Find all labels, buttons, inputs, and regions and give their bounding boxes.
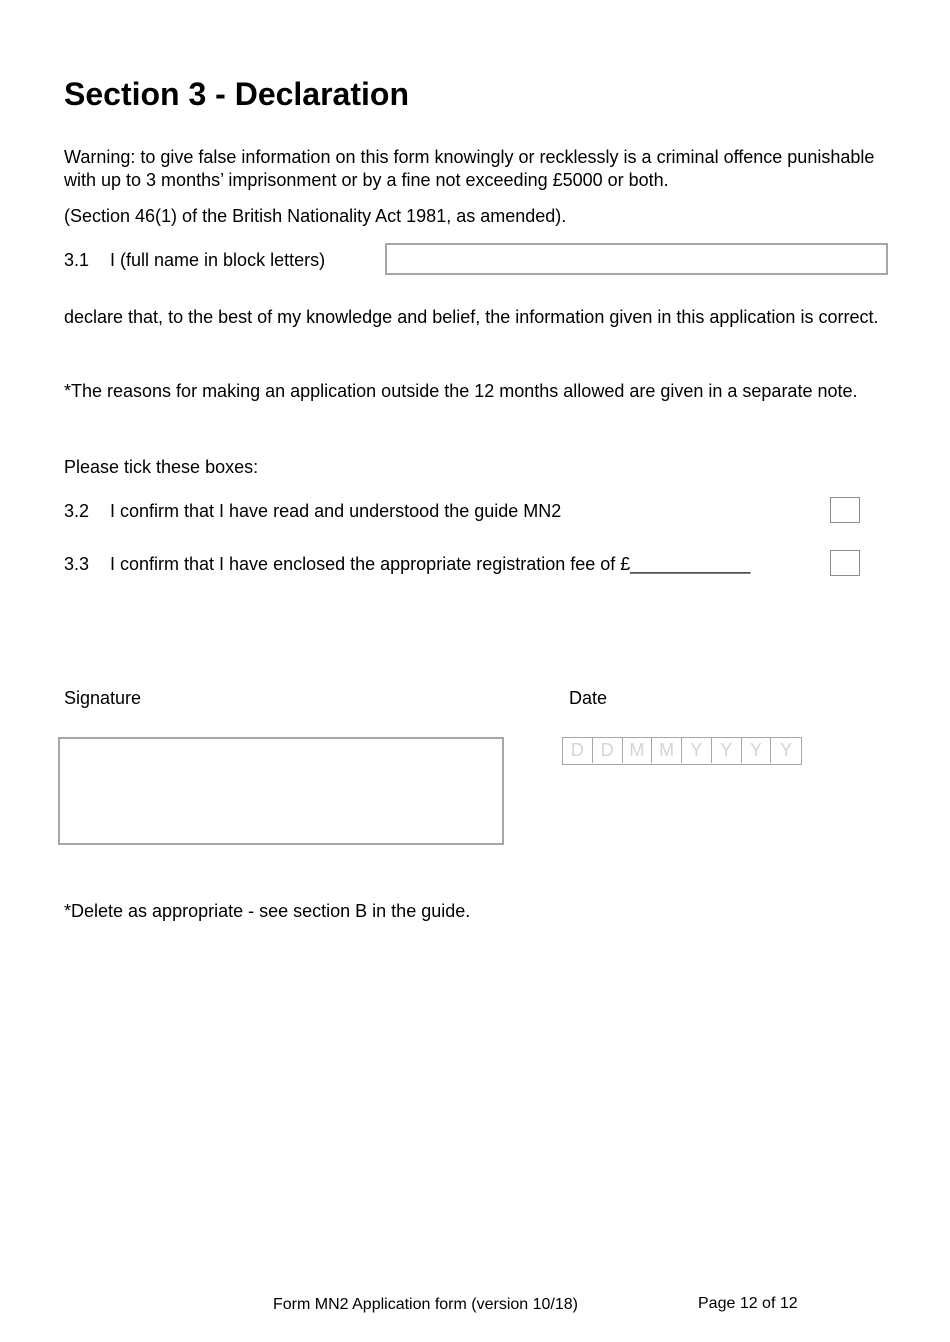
date-label: Date <box>569 688 608 708</box>
full-name-label: I (full name in block letters) <box>110 250 326 270</box>
delete-note: *Delete as appropriate - see section B in the guide. <box>64 901 471 921</box>
date-year-cell[interactable]: Y <box>780 740 793 760</box>
declaration-text: declare that, to the best of my knowledge and belief, the information given in this application is correct. <box>64 307 879 327</box>
confirmation-text: I confirm that I have enclosed the appropriate registration fee of £____________ <box>110 554 751 574</box>
fee-enclosed-checkbox[interactable] <box>830 550 860 576</box>
confirmation-row-read-guide <box>64 500 561 523</box>
date-year-cell[interactable]: Y <box>742 738 772 763</box>
date-month-cell[interactable]: M <box>623 738 653 763</box>
confirmation-text: I confirm that I have read and understood the guide MN2 <box>110 501 562 521</box>
act-reference: (Section 46(1) of the British Nationality Act 1981, as amended). <box>64 206 567 226</box>
date-year-cell[interactable]: Y <box>682 738 712 763</box>
read-guide-checkbox[interactable] <box>830 497 860 523</box>
question-number: 3.3 <box>64 554 90 574</box>
signature-label: Signature <box>64 688 142 708</box>
tick-instruction: Please tick these boxes: <box>64 457 259 477</box>
full-name-input[interactable] <box>385 243 888 275</box>
page-title: Section 3 - Declaration <box>64 76 409 112</box>
date-input[interactable] <box>562 737 802 765</box>
full-name-label-row <box>64 249 325 272</box>
question-number: 3.1 <box>64 250 90 270</box>
reasons-note: *The reasons for making an application outside the 12 months allowed are given in a separate note. <box>64 381 858 401</box>
warning-text: Warning: to give false information on this form knowingly or recklessly is a criminal offence punishable with up to 3 months’ imprisonment or by a fine not exceeding £5000 or both. <box>64 147 875 190</box>
footer-form-name: Form MN2 Application form (version 10/18) <box>273 1296 578 1313</box>
date-day-cell[interactable]: D <box>593 738 623 763</box>
footer-page-number: Page 12 of 12 <box>698 1295 798 1312</box>
date-day-cell[interactable]: D <box>563 738 593 763</box>
date-month-cell[interactable]: M <box>652 738 682 763</box>
confirmation-row-fee <box>64 553 750 576</box>
question-number: 3.2 <box>64 501 90 521</box>
signature-box[interactable] <box>58 737 504 845</box>
date-year-cell[interactable]: Y <box>712 738 742 763</box>
